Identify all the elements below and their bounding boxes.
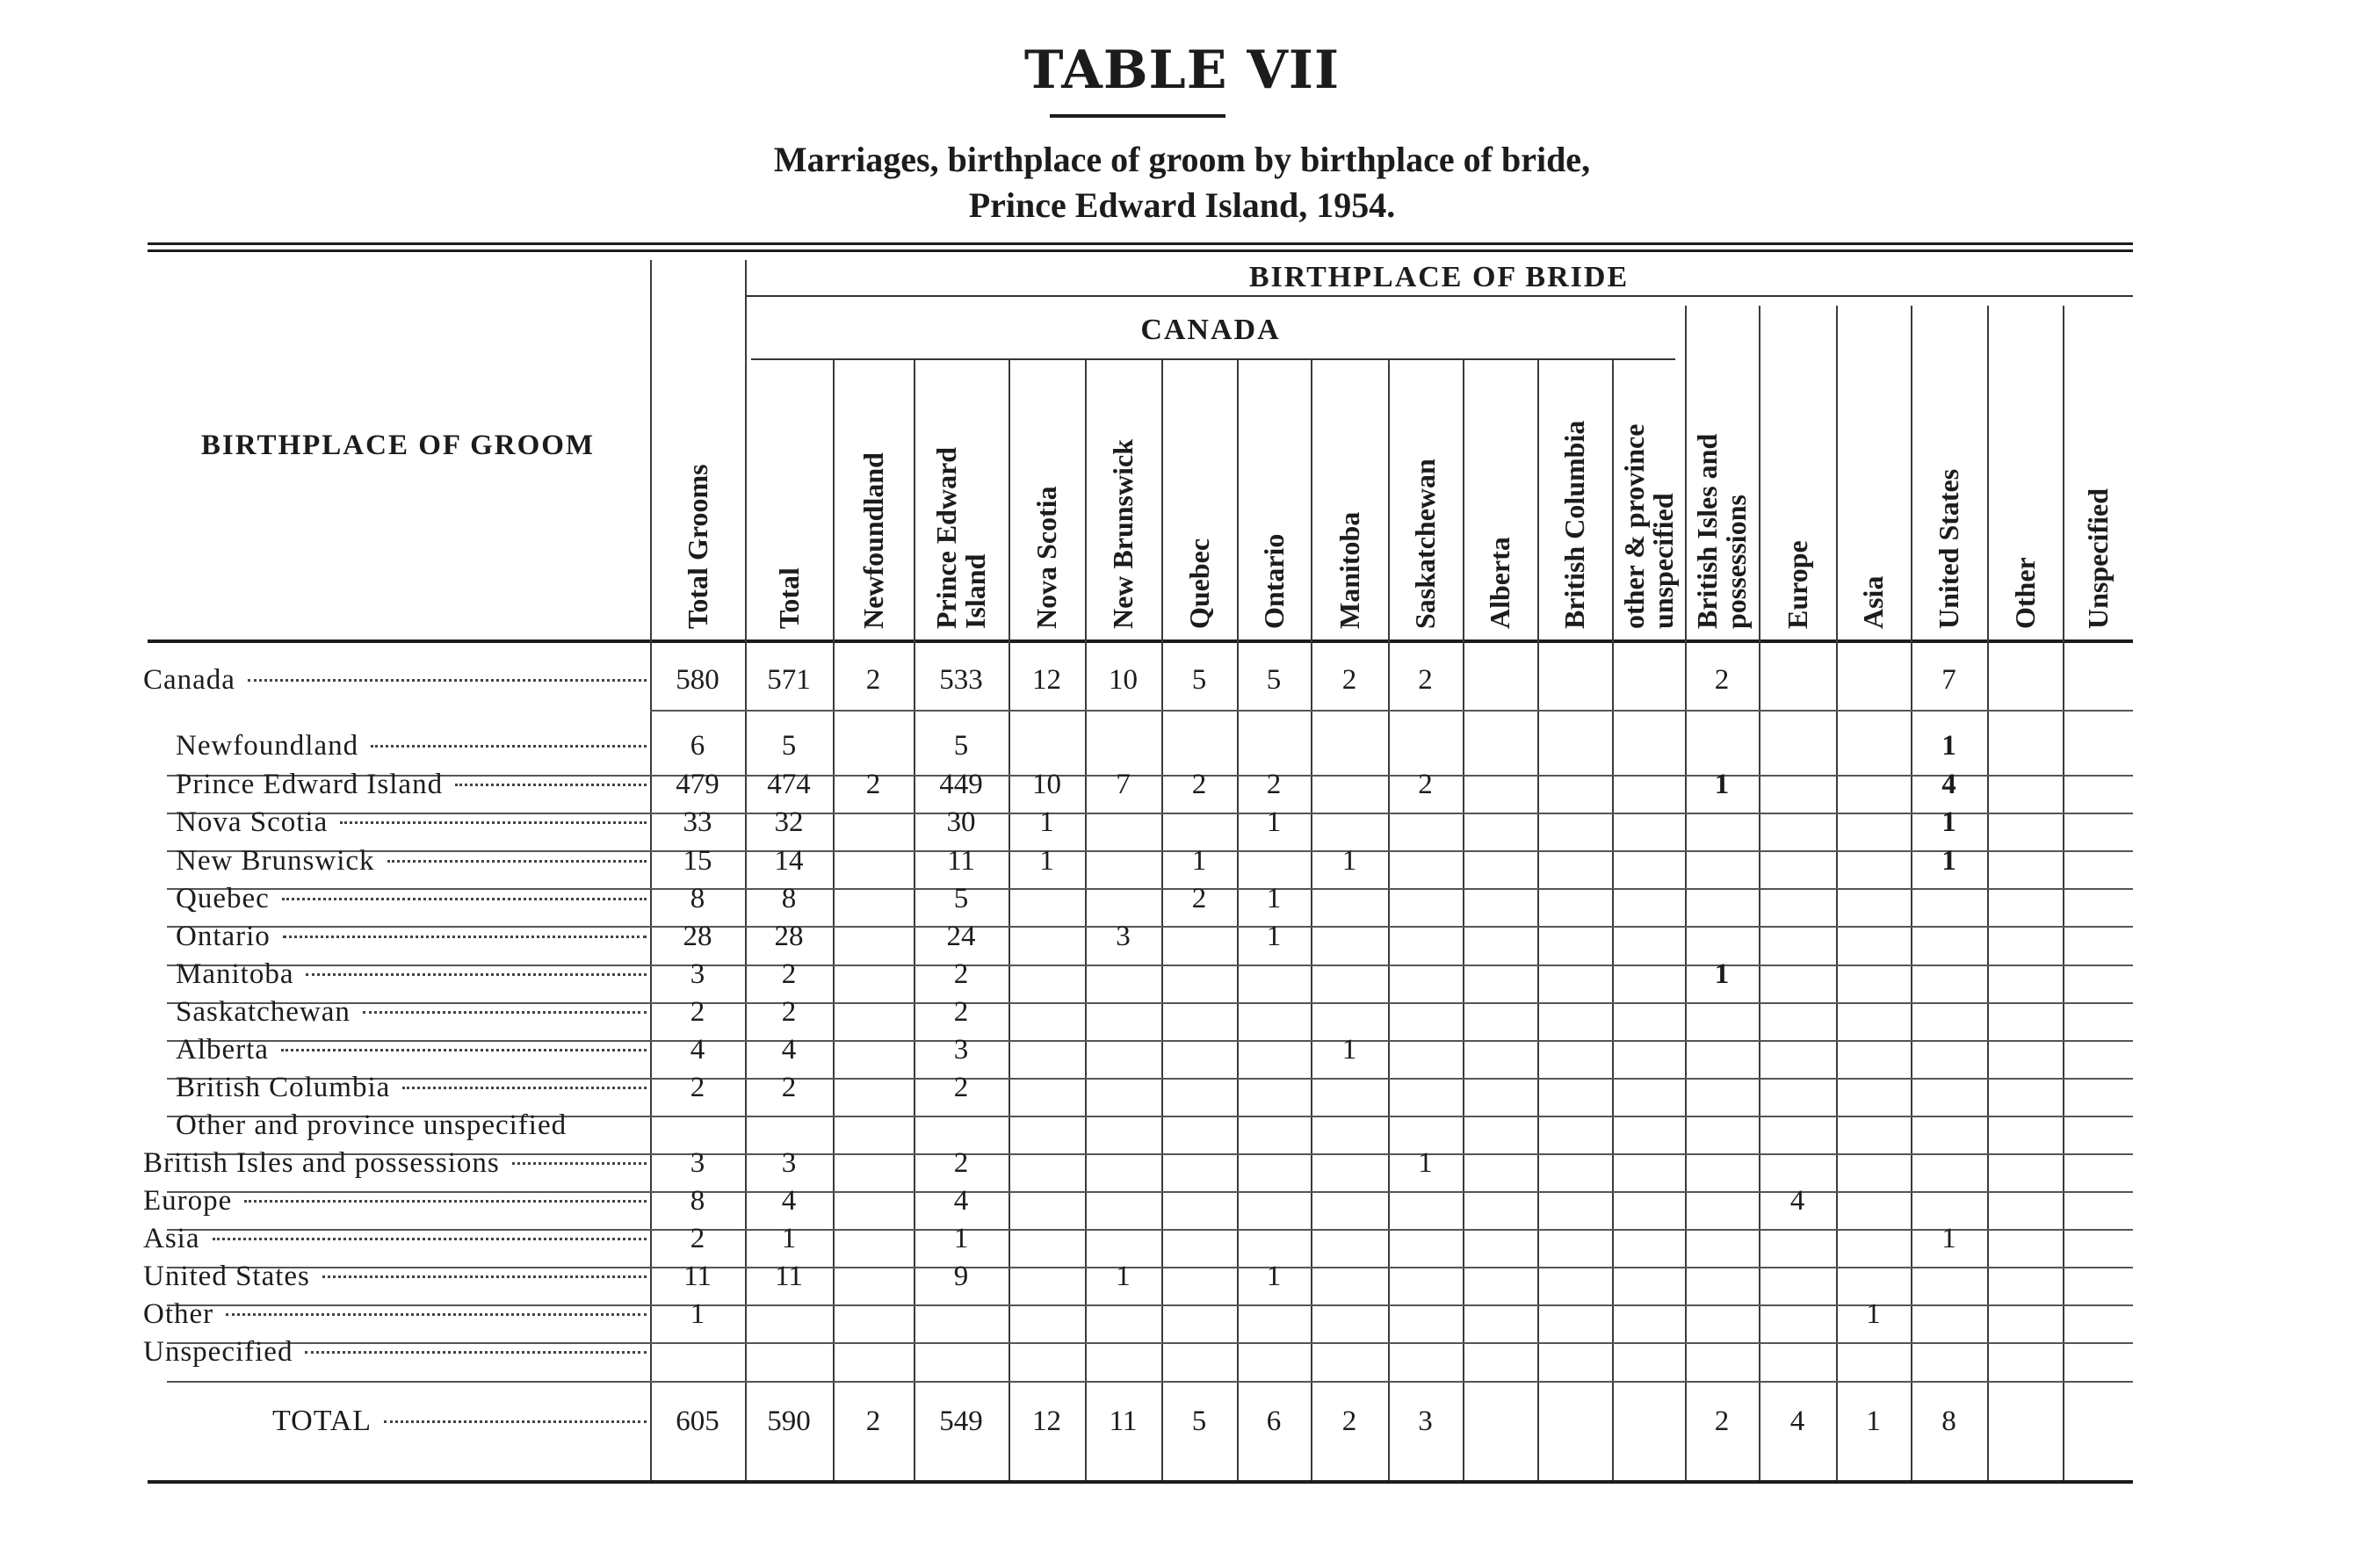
leader-dots — [281, 1049, 647, 1051]
row-label-text: Asia — [143, 1223, 200, 1254]
table-cell: 2 — [865, 769, 881, 800]
table-cell: 2 — [953, 1072, 969, 1103]
table-cell: 2 — [1418, 664, 1433, 696]
leader-dots — [282, 898, 647, 900]
column-header-other — [1987, 358, 2063, 639]
table-cell: 1 — [1341, 1034, 1357, 1066]
column-header-label: other & province unspecified — [1617, 423, 1679, 629]
column-header-manitoba — [1311, 358, 1388, 639]
table-cell: 580 — [676, 664, 719, 696]
table-cell: 5 — [781, 730, 797, 762]
row-label-text: Other and province unspecified — [176, 1109, 568, 1141]
leader-dots — [363, 1011, 647, 1014]
column-header-europe — [1759, 358, 1836, 639]
column-header-label: United States — [1933, 468, 1964, 629]
row-label-text: Saskatchewan — [176, 996, 351, 1028]
header-bottom-rule — [148, 639, 2133, 643]
row-label-other-and-province-unspecified — [176, 1108, 647, 1143]
table-cell: 2 — [1418, 769, 1433, 800]
table-cell: 1 — [1266, 806, 1282, 838]
row-label-unspecified — [143, 1334, 647, 1369]
column-header-label: Ontario — [1257, 533, 1290, 629]
title-underline — [1050, 114, 1225, 118]
row-label-text: Canada — [143, 664, 235, 696]
table-cell: 4 — [781, 1185, 797, 1217]
row-label-text: Unspecified — [143, 1336, 293, 1368]
row-label-saskatchewan — [176, 994, 647, 1030]
table-cell: 571 — [767, 664, 811, 696]
canada-group-divider — [1685, 306, 1687, 358]
table-cell: 9 — [953, 1261, 969, 1292]
table-cell: 1 — [781, 1223, 797, 1254]
row-label-british-isles-and-possessions — [143, 1145, 647, 1181]
table-cell: 2 — [781, 958, 797, 990]
table-cell: 2 — [1266, 769, 1282, 800]
table-cell: 2 — [690, 996, 705, 1028]
table-cell: 10 — [1109, 664, 1138, 696]
column-header-asia — [1836, 358, 1911, 639]
column-header-saskatchewan — [1388, 358, 1463, 639]
table-cell: 28 — [774, 921, 804, 952]
column-header-label: Europe — [1781, 540, 1813, 629]
table-cell: 1 — [1266, 921, 1282, 952]
table-cell: 2 — [953, 958, 969, 990]
column-header-new-brunswick — [1085, 358, 1161, 639]
column-header-total-grooms — [650, 358, 745, 639]
table-cell: 2 — [1714, 664, 1730, 696]
table-cell: 6 — [1266, 1405, 1282, 1437]
table-cell: 2 — [865, 664, 881, 696]
column-header-label: Saskatchewan — [1409, 459, 1441, 629]
column-header-unspecified — [2063, 358, 2133, 639]
table-cell: 8 — [690, 1185, 705, 1217]
column-header-label: Unspecified — [2081, 488, 2114, 629]
column-header-label: British Columbia — [1558, 420, 1590, 629]
table-cell: 1 — [1039, 806, 1054, 838]
row-label-text: Alberta — [176, 1034, 269, 1066]
row-label-europe — [143, 1183, 647, 1218]
row-rule — [167, 1381, 2133, 1383]
table-cell: 8 — [1941, 1405, 1956, 1437]
row-label-text: Nova Scotia — [176, 806, 329, 838]
table-cell: 1 — [1941, 730, 1956, 762]
column-header-label: Asia — [1857, 575, 1889, 629]
table-cell: 3 — [690, 1147, 705, 1179]
table-cell: 1 — [1418, 1147, 1433, 1179]
column-header-british-isles-and-possessions — [1685, 358, 1759, 639]
table-cell: 1 — [1116, 1261, 1131, 1292]
row-label-british-columbia — [176, 1070, 647, 1105]
table-cell: 2 — [1191, 883, 1207, 914]
leader-dots — [306, 973, 647, 976]
table-cell: 2 — [781, 996, 797, 1028]
table-cell: 474 — [767, 769, 811, 800]
table-cell: 1 — [1866, 1405, 1881, 1437]
table-cell: 1 — [1714, 958, 1730, 990]
table-cell: 4 — [953, 1185, 969, 1217]
row-label-text: Prince Edward Island — [176, 769, 444, 800]
table-cell: 11 — [947, 845, 975, 877]
table-cell: 11 — [1109, 1405, 1138, 1437]
table-cell: 1 — [1866, 1298, 1881, 1330]
table-cell: 1 — [1341, 845, 1357, 877]
table-cell: 1 — [1191, 845, 1207, 877]
table-cell: 11 — [775, 1261, 803, 1292]
row-label-united-states — [143, 1259, 647, 1294]
column-header-label: Alberta — [1484, 537, 1515, 629]
row-label-text: Ontario — [176, 921, 271, 952]
leader-dots — [340, 821, 647, 824]
table-cell: 15 — [683, 845, 712, 877]
column-header-ontario — [1237, 358, 1311, 639]
table-cell: 1 — [953, 1223, 969, 1254]
table-cell: 14 — [774, 845, 804, 877]
table-cell: 33 — [683, 806, 712, 838]
table-cell: 3 — [690, 958, 705, 990]
row-label-total — [272, 1404, 647, 1439]
row-label-text: British Columbia — [176, 1072, 391, 1103]
row-label-text: British Isles and possessions — [143, 1147, 500, 1179]
table-cell: 2 — [690, 1072, 705, 1103]
row-label-text: TOTAL — [272, 1405, 372, 1437]
table-cell: 12 — [1032, 664, 1061, 696]
canada-band-header: CANADA — [1140, 314, 1281, 346]
column-header-quebec — [1161, 358, 1237, 639]
table-cell: 3 — [1116, 921, 1131, 952]
table-cell: 1 — [1266, 1261, 1282, 1292]
leader-dots — [387, 860, 647, 863]
table-cell: 30 — [946, 806, 976, 838]
column-header-label: Newfoundland — [857, 452, 889, 629]
table-cell: 24 — [946, 921, 976, 952]
table-cell: 2 — [1341, 664, 1357, 696]
row-label-alberta — [176, 1032, 647, 1067]
table-cell: 4 — [781, 1034, 797, 1066]
row-label-new-brunswick — [176, 843, 647, 878]
table-cell: 4 — [1789, 1405, 1805, 1437]
table-cell: 2 — [953, 1147, 969, 1179]
row-label-text: Manitoba — [176, 958, 294, 990]
table-cell: 6 — [690, 730, 705, 762]
column-header-nova-scotia — [1008, 358, 1085, 639]
column-header-label: British Isles and possessions — [1691, 433, 1752, 629]
table-cell: 3 — [1418, 1405, 1433, 1437]
table-cell: 5 — [1191, 664, 1207, 696]
row-label-quebec — [176, 881, 647, 916]
table-cell: 2 — [1714, 1405, 1730, 1437]
table-cell: 5 — [953, 883, 969, 914]
table-bottom-rule — [148, 1480, 2133, 1484]
row-label-text: New Brunswick — [176, 845, 375, 877]
table-cell: 1 — [1941, 806, 1956, 838]
table-cell: 2 — [865, 1405, 881, 1437]
table-cell: 1 — [1941, 845, 1956, 877]
row-label-manitoba — [176, 957, 647, 992]
table-cell: 1 — [690, 1298, 705, 1330]
leader-dots — [213, 1238, 647, 1240]
table-cell: 1 — [1266, 883, 1282, 914]
leader-dots — [248, 679, 647, 682]
table-cell: 4 — [1789, 1185, 1805, 1217]
column-header-label: Prince Edward Island — [930, 446, 991, 629]
column-header-prince-edward-island — [914, 358, 1008, 639]
table-cell: 10 — [1032, 769, 1061, 800]
table-cell: 11 — [683, 1261, 712, 1292]
table-cell: 8 — [690, 883, 705, 914]
table-cell: 479 — [676, 769, 719, 800]
row-label-text: Europe — [143, 1185, 233, 1217]
leader-dots — [244, 1200, 647, 1203]
table-cell: 549 — [939, 1405, 983, 1437]
leader-dots — [402, 1087, 647, 1089]
row-label-asia — [143, 1221, 647, 1256]
table-cell: 1 — [1039, 845, 1054, 877]
table-cell: 4 — [1941, 769, 1956, 800]
table-subtitle-line-2: Prince Edward Island, 1954. — [968, 185, 1396, 225]
column-header-label: Other — [2008, 557, 2041, 629]
table-cell: 5 — [1266, 664, 1282, 696]
row-label-canada — [143, 662, 647, 697]
table-cell: 2 — [953, 996, 969, 1028]
table-cell: 12 — [1032, 1405, 1061, 1437]
table-cell: 28 — [683, 921, 712, 952]
column-header-newfoundland — [833, 358, 914, 639]
table-title: TABLE VII — [1023, 40, 1341, 101]
column-header-other-province-unspecified — [1612, 358, 1685, 639]
column-header-united-states — [1911, 358, 1987, 639]
table-cell: 2 — [690, 1223, 705, 1254]
table-subtitle-line-1: Marriages, birthplace of groom by birthplace of bride, — [773, 140, 1591, 179]
table-cell: 7 — [1941, 664, 1956, 696]
table-cell: 5 — [1191, 1405, 1207, 1437]
column-header-label: Quebec — [1182, 538, 1215, 629]
table-cell: 1 — [1714, 769, 1730, 800]
leader-dots — [226, 1313, 647, 1316]
row-rule — [650, 710, 2133, 712]
column-header-label: Total Grooms — [681, 464, 713, 629]
column-header-label: New Brunswick — [1107, 438, 1139, 629]
groom-column-header: BIRTHPLACE OF GROOM — [200, 430, 596, 461]
table-cell: 3 — [953, 1034, 969, 1066]
leader-dots — [384, 1420, 647, 1423]
column-header-alberta — [1463, 358, 1537, 639]
table-cell: 449 — [939, 769, 983, 800]
column-header-label: Total — [772, 567, 805, 629]
table-cell: 2 — [781, 1072, 797, 1103]
row-label-prince-edward-island — [176, 767, 647, 802]
table-cell: 2 — [1191, 769, 1207, 800]
table-cell: 590 — [767, 1405, 811, 1437]
column-header-total — [745, 358, 833, 639]
table-cell: 2 — [1341, 1405, 1357, 1437]
table-cell: 3 — [781, 1147, 797, 1179]
row-label-text: United States — [143, 1261, 310, 1292]
leader-dots — [371, 745, 647, 748]
table-cell: 32 — [774, 806, 804, 838]
table-cell: 533 — [939, 664, 983, 696]
column-header-label: Manitoba — [1333, 511, 1365, 629]
leader-dots — [283, 936, 647, 938]
row-label-text: Quebec — [176, 883, 270, 914]
row-label-other — [143, 1297, 647, 1332]
top-rule-2 — [148, 249, 2133, 252]
leader-dots — [322, 1275, 647, 1278]
row-label-text: Newfoundland — [176, 730, 359, 762]
table-cell: 5 — [953, 730, 969, 762]
table-cell: 7 — [1116, 769, 1131, 800]
row-label-newfoundland — [176, 728, 647, 763]
top-rule-1 — [148, 242, 2133, 245]
column-header-british-columbia — [1537, 358, 1612, 639]
row-label-text: Other — [143, 1298, 214, 1330]
table-cell: 605 — [676, 1405, 719, 1437]
leader-dots — [512, 1162, 647, 1165]
table-cell: 8 — [781, 883, 797, 914]
bride-band-rule — [745, 295, 2133, 297]
table-cell: 4 — [690, 1034, 705, 1066]
leader-dots — [305, 1351, 647, 1354]
column-header-label: Nova Scotia — [1030, 486, 1062, 629]
row-label-ontario — [176, 919, 647, 954]
row-label-nova-scotia — [176, 805, 647, 840]
leader-dots — [455, 784, 647, 786]
bride-band-header: BIRTHPLACE OF BRIDE — [1248, 261, 1630, 293]
table-cell: 1 — [1941, 1223, 1956, 1254]
